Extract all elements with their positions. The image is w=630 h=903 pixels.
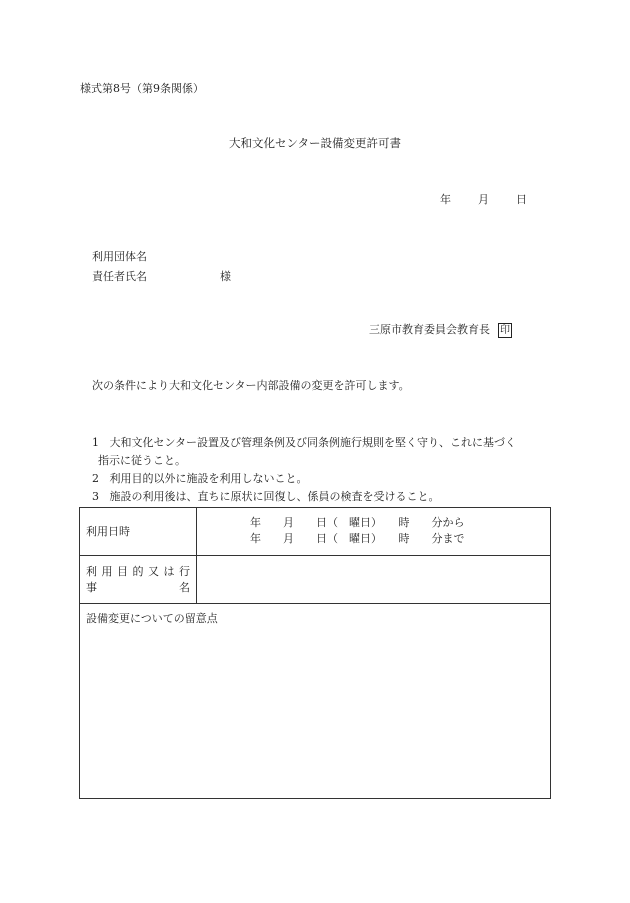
form-number: 様式第8号（第9条関係）: [80, 82, 204, 95]
datetime-from-field[interactable]: 年 月 日（ 曜日） 時 分から: [250, 516, 465, 529]
condition-text: 施設の利用後は、直ちに原状に回復し、係員の検査を受けること。: [109, 490, 440, 503]
purpose-label-char-a: 事: [86, 581, 97, 594]
purpose-row: [80, 555, 550, 604]
condition-1: [92, 436, 516, 450]
issuer: [369, 323, 512, 338]
condition-text: 大和文化センター設置及び管理条例及び同条例施行規則を堅く守り、これに基づく: [109, 436, 517, 449]
document-title: 大和文化センター設備変更許可書: [228, 136, 402, 150]
condition-2: [92, 472, 308, 486]
date-year: 年: [440, 193, 451, 206]
seal-mark: 印: [500, 325, 510, 336]
date-day: 日: [516, 193, 527, 206]
usage-form-table: [79, 507, 551, 799]
purpose-label-cell: [80, 555, 197, 603]
condition-3: [92, 490, 440, 504]
usage-datetime-label: 利用日時: [86, 525, 130, 538]
organization-name-label: 利用団体名: [92, 250, 147, 263]
purpose-label-char-b: 名: [179, 581, 190, 594]
permission-statement: 次の条件により大和文化センター内部設備の変更を許可します。: [92, 379, 410, 392]
condition-number: 2: [92, 472, 99, 485]
issuer-name: 三原市教育委員会教育長: [369, 323, 490, 336]
condition-number: 1: [92, 436, 99, 449]
datetime-to-field[interactable]: 年 月 日（ 曜日） 時 分まで: [250, 532, 465, 545]
condition-1-continued: 指示に従うこと。: [98, 454, 186, 467]
honorific: 様: [220, 270, 231, 283]
date-month: 月: [478, 193, 489, 206]
usage-datetime-row: [80, 508, 550, 556]
purpose-label-line1: 利用目的又は行: [86, 565, 190, 578]
condition-text: 利用目的以外に施設を利用しないこと。: [109, 472, 308, 485]
equipment-change-notes-label: 設備変更についての留意点: [86, 612, 218, 625]
representative-name-label: 責任者氏名: [92, 270, 147, 283]
issue-date: [440, 193, 527, 207]
purpose-label-line2: [86, 581, 190, 595]
condition-number: 3: [92, 490, 99, 503]
usage-datetime-label-cell: [80, 508, 197, 555]
